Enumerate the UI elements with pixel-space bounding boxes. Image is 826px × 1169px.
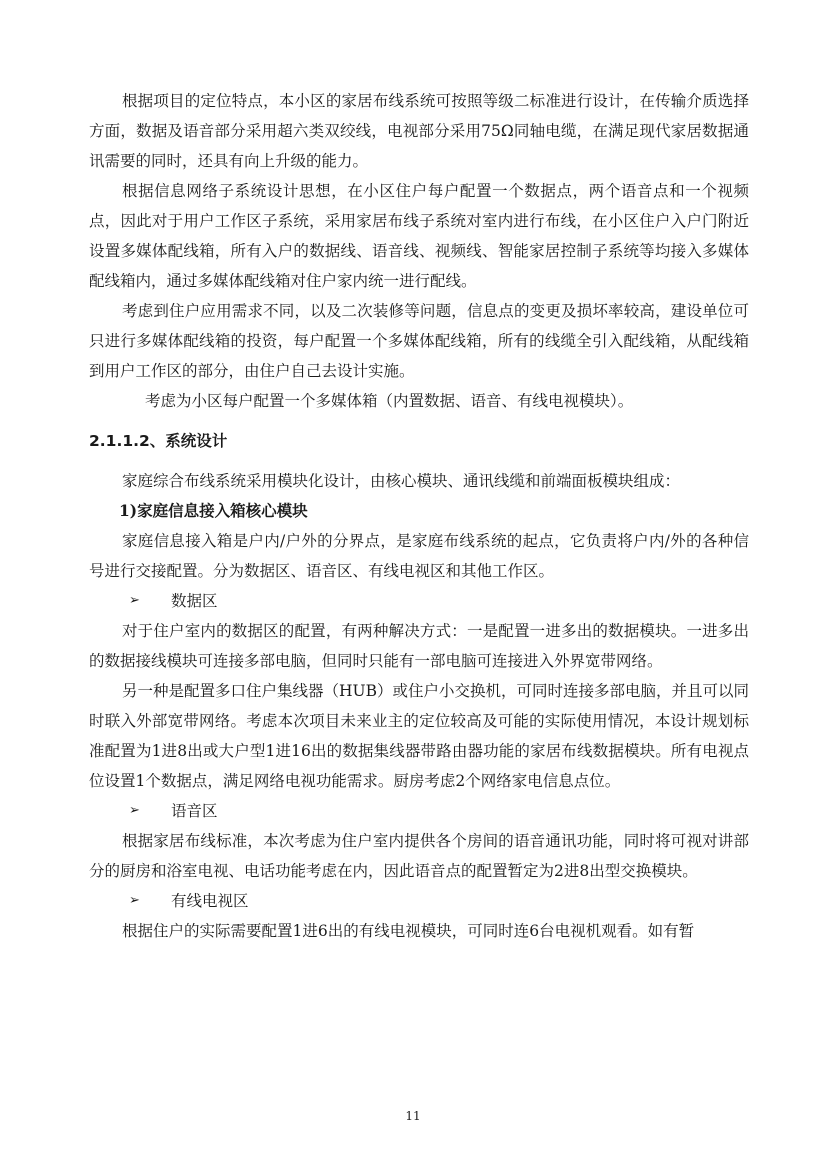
sub-heading-core-module: 1)家庭信息接入箱核心模块 <box>119 501 308 520</box>
paragraph-access-box: 家庭信息接入箱是户内/户外的分界点，是家庭布线系统的起点，它负责将户内/外的各种信号进行交接配置。分为数据区、语音区、有线电视区和其他工作区。 <box>89 532 749 580</box>
bullet-label: 有线电视区 <box>171 892 249 910</box>
paragraph-voice-zone-config: 根据家居布线标准，本次考虑为住户室内提供各个房间的语音通讯功能，同时将可视对讲部分的厨房和浴室电视、电话功能考虑在内，因此语音点的配置暂定为2进8出型交换模块。 <box>89 832 749 880</box>
paragraph-modular-design: 家庭综合布线系统采用模块化设计，由核心模块、通讯线缆和前端面板模块组成： <box>122 472 681 490</box>
arrow-bullet-icon: ➢ <box>129 893 140 908</box>
section-heading: 2.1.1.2、系统设计 <box>89 432 228 450</box>
paragraph-data-zone-config: 对于住户室内的数据区的配置，有两种解决方式：一是配置一进多出的数据模块。一进多出的数据接线模块可连接多部电脑，但同时只能有一部电脑可连接进入外界宽带网络。 <box>89 622 749 670</box>
bullet-label: 语音区 <box>171 802 218 820</box>
paragraph-media-box: 考虑为小区每户配置一个多媒体箱（内置数据、语音、有线电视模块）。 <box>145 392 634 410</box>
bullet-catv-zone <box>89 886 749 916</box>
page-number: 11 <box>405 1109 421 1123</box>
arrow-bullet-icon: ➢ <box>129 593 140 608</box>
paragraph-user-needs: 考虑到住户应用需求不同，以及二次装修等问题，信息点的变更及损坏率较高，建设单位可只进行多媒体配线箱的投资，每户配置一个多媒体配线箱，所有的线缆全引入配线箱，从配线箱到用户工作区的部分，由住户自己去设计实施。 <box>89 302 749 380</box>
arrow-bullet-icon: ➢ <box>129 803 140 818</box>
paragraph-hub-option: 另一种是配置多口住户集线器（HUB）或住户小交换机，可同时连接多部电脑，并且可以同时联入外部宽带网络。考虑本次项目未来业主的定位较高及可能的实际使用情况，本设计规划标准配置为1进8出或大户型1进16出的数据集线器带路由器功能的家居布线数据模块。所有电视点位设置1个数据点，满足网络电视功能需求。厨房考虑2个网络家电信息点位。 <box>89 682 749 790</box>
paragraph-network-design: 根据信息网络子系统设计思想，在小区住户每户配置一个数据点，两个语音点和一个视频点，因此对于用户工作区子系统，采用家居布线子系统对室内进行布线，在小区住户入户门附近设置多媒体配线箱，所有入户的数据线、语音线、视频线、智能家居控制子系统等均接入多媒体配线箱内，通过多媒体配线箱对住户家内统一进行配线。 <box>89 182 749 290</box>
bullet-data-zone <box>89 586 749 616</box>
page-content <box>89 86 749 946</box>
bullet-voice-zone <box>89 796 749 826</box>
bullet-label: 数据区 <box>171 592 218 610</box>
paragraph-catv-config: 根据住户的实际需要配置1进6出的有线电视模块，可同时连6台电视机观看。如有暂 <box>122 922 695 940</box>
paragraph-positioning: 根据项目的定位特点，本小区的家居布线系统可按照等级二标准进行设计，在传输介质选择方面，数据及语音部分采用超六类双绞线，电视部分采用75Ω同轴电缆，在满足现代家居数据通讯需要的同时，还具有向上升级的能力。 <box>89 92 749 170</box>
